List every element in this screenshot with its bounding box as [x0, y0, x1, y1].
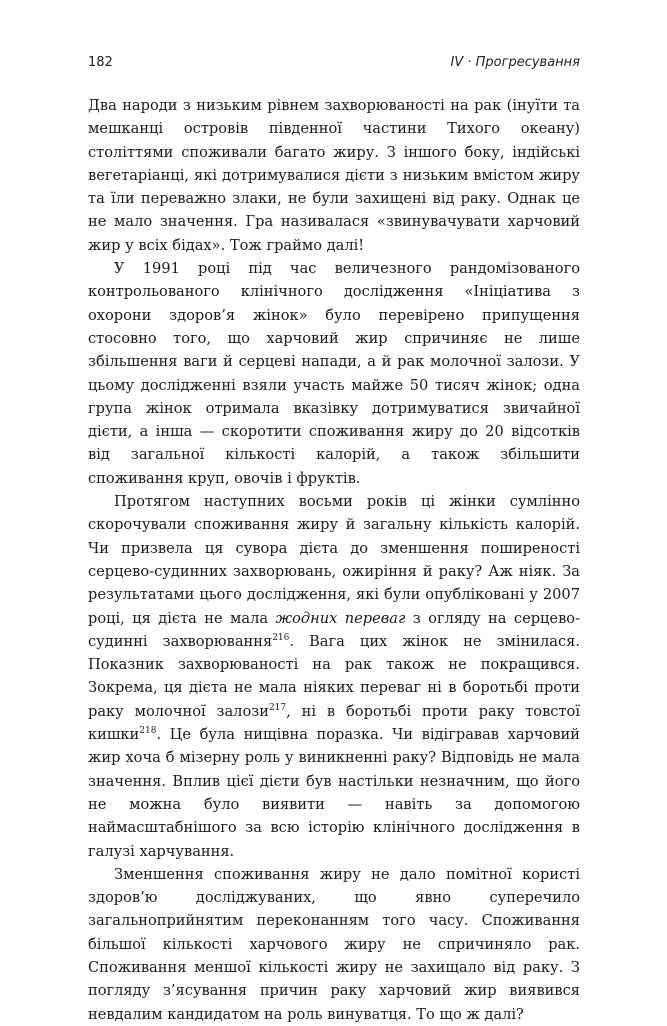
paragraph-3-part-1: Протягом наступних восьми років ці жінки сумлінно скорочували споживання жиру й загальну кількість калорій. Чи призвела ця сувора дієта до зменшення поширеності серцево-судинних захворювань, ожиріння й раку? Аж ніяк. За результатами цього дослідження, які були опубліковані у 2007 році, ця дієта не мала — [88, 493, 580, 627]
paragraph-3-part-3: . Вага цих жінок не змінилася. Показник захворюваності на рак також не покращився. Зокрема, ця дієта не мала ніяких переваг ні в боротьбі проти раку молочної залози — [88, 632, 580, 720]
footnote-ref-218: 218 — [139, 726, 157, 737]
paragraph-3-part-2: з огляду на серцево-судинні захворювання — [88, 609, 581, 650]
paragraph-3-part-4: , ні в боротьбі проти раку товстої кишки — [88, 702, 580, 744]
footnote-ref-216: 216 — [272, 632, 290, 643]
body-text — [88, 94, 580, 1026]
paragraph-1: Два народи з низьким рівнем захворюваності на рак (інуїти та мешканці островів південної частини Тихого океану) століттями споживали багато жиру. З іншого боку, індійські вегетаріанці, які дотримувалися дієти з низьким вмістом жиру та їли переважно злаки, не були захищені від раку. Однак це не мало значення. Гра називалася «звинувачувати харчовий жир у всіх бідах». Тож граймо далі! — [88, 97, 580, 254]
running-head — [88, 55, 580, 75]
paragraph-2: У 1991 році під час величезного рандомізованого контрольованого клінічного дослідження «Ініціатива з охорони здоров’я жінок» було перевірено припущення стосовно того, що харчовий жир спричиняє не лише збільшення ваги й серцеві напади, а й рак молочної залози. У цьому дослідженні взяли участь майже 50 тисяч жінок; одна група жінок отримала вказівку дотримуватися звичайної дієти, а інша — скоротити споживання жиру до 20 відсотків від загальної кількості калорій, а також збільшити споживання круп, овочів і фруктів. — [88, 260, 580, 487]
footnote-ref-217: 217 — [268, 702, 287, 713]
paragraph-3-part-5: . Це була нищівна поразка. Чи відігравав харчовий жир хоча б мізерну роль у виникненні раку? Відповідь не мала значення. Вплив цієї дієти був настільки незначним, що його не можна було виявити — навіть за допомогою наймасштабнішого за всю історію клінічного дослідження в галузі харчування. — [88, 726, 580, 860]
paragraph-3 — [88, 490, 580, 863]
paragraph-4: Зменшення споживання жиру не дало помітної користі здоров’ю досліджуваних, що явно суперечило загальноприйнятим переконанням того часу. Споживання більшої кількості харчового жиру не спричиняло рак. Споживання меншої кількості жиру не захищало від раку. З погляду з’ясування причин раку харчовий жир виявився невдалим кандидатом на роль винуватця. То що ж далі? — [88, 865, 580, 1023]
section-title: IV · Прогресування — [450, 55, 580, 70]
page-number: 182 — [88, 55, 113, 70]
emphasis-text: жодних переваг — [275, 609, 406, 627]
